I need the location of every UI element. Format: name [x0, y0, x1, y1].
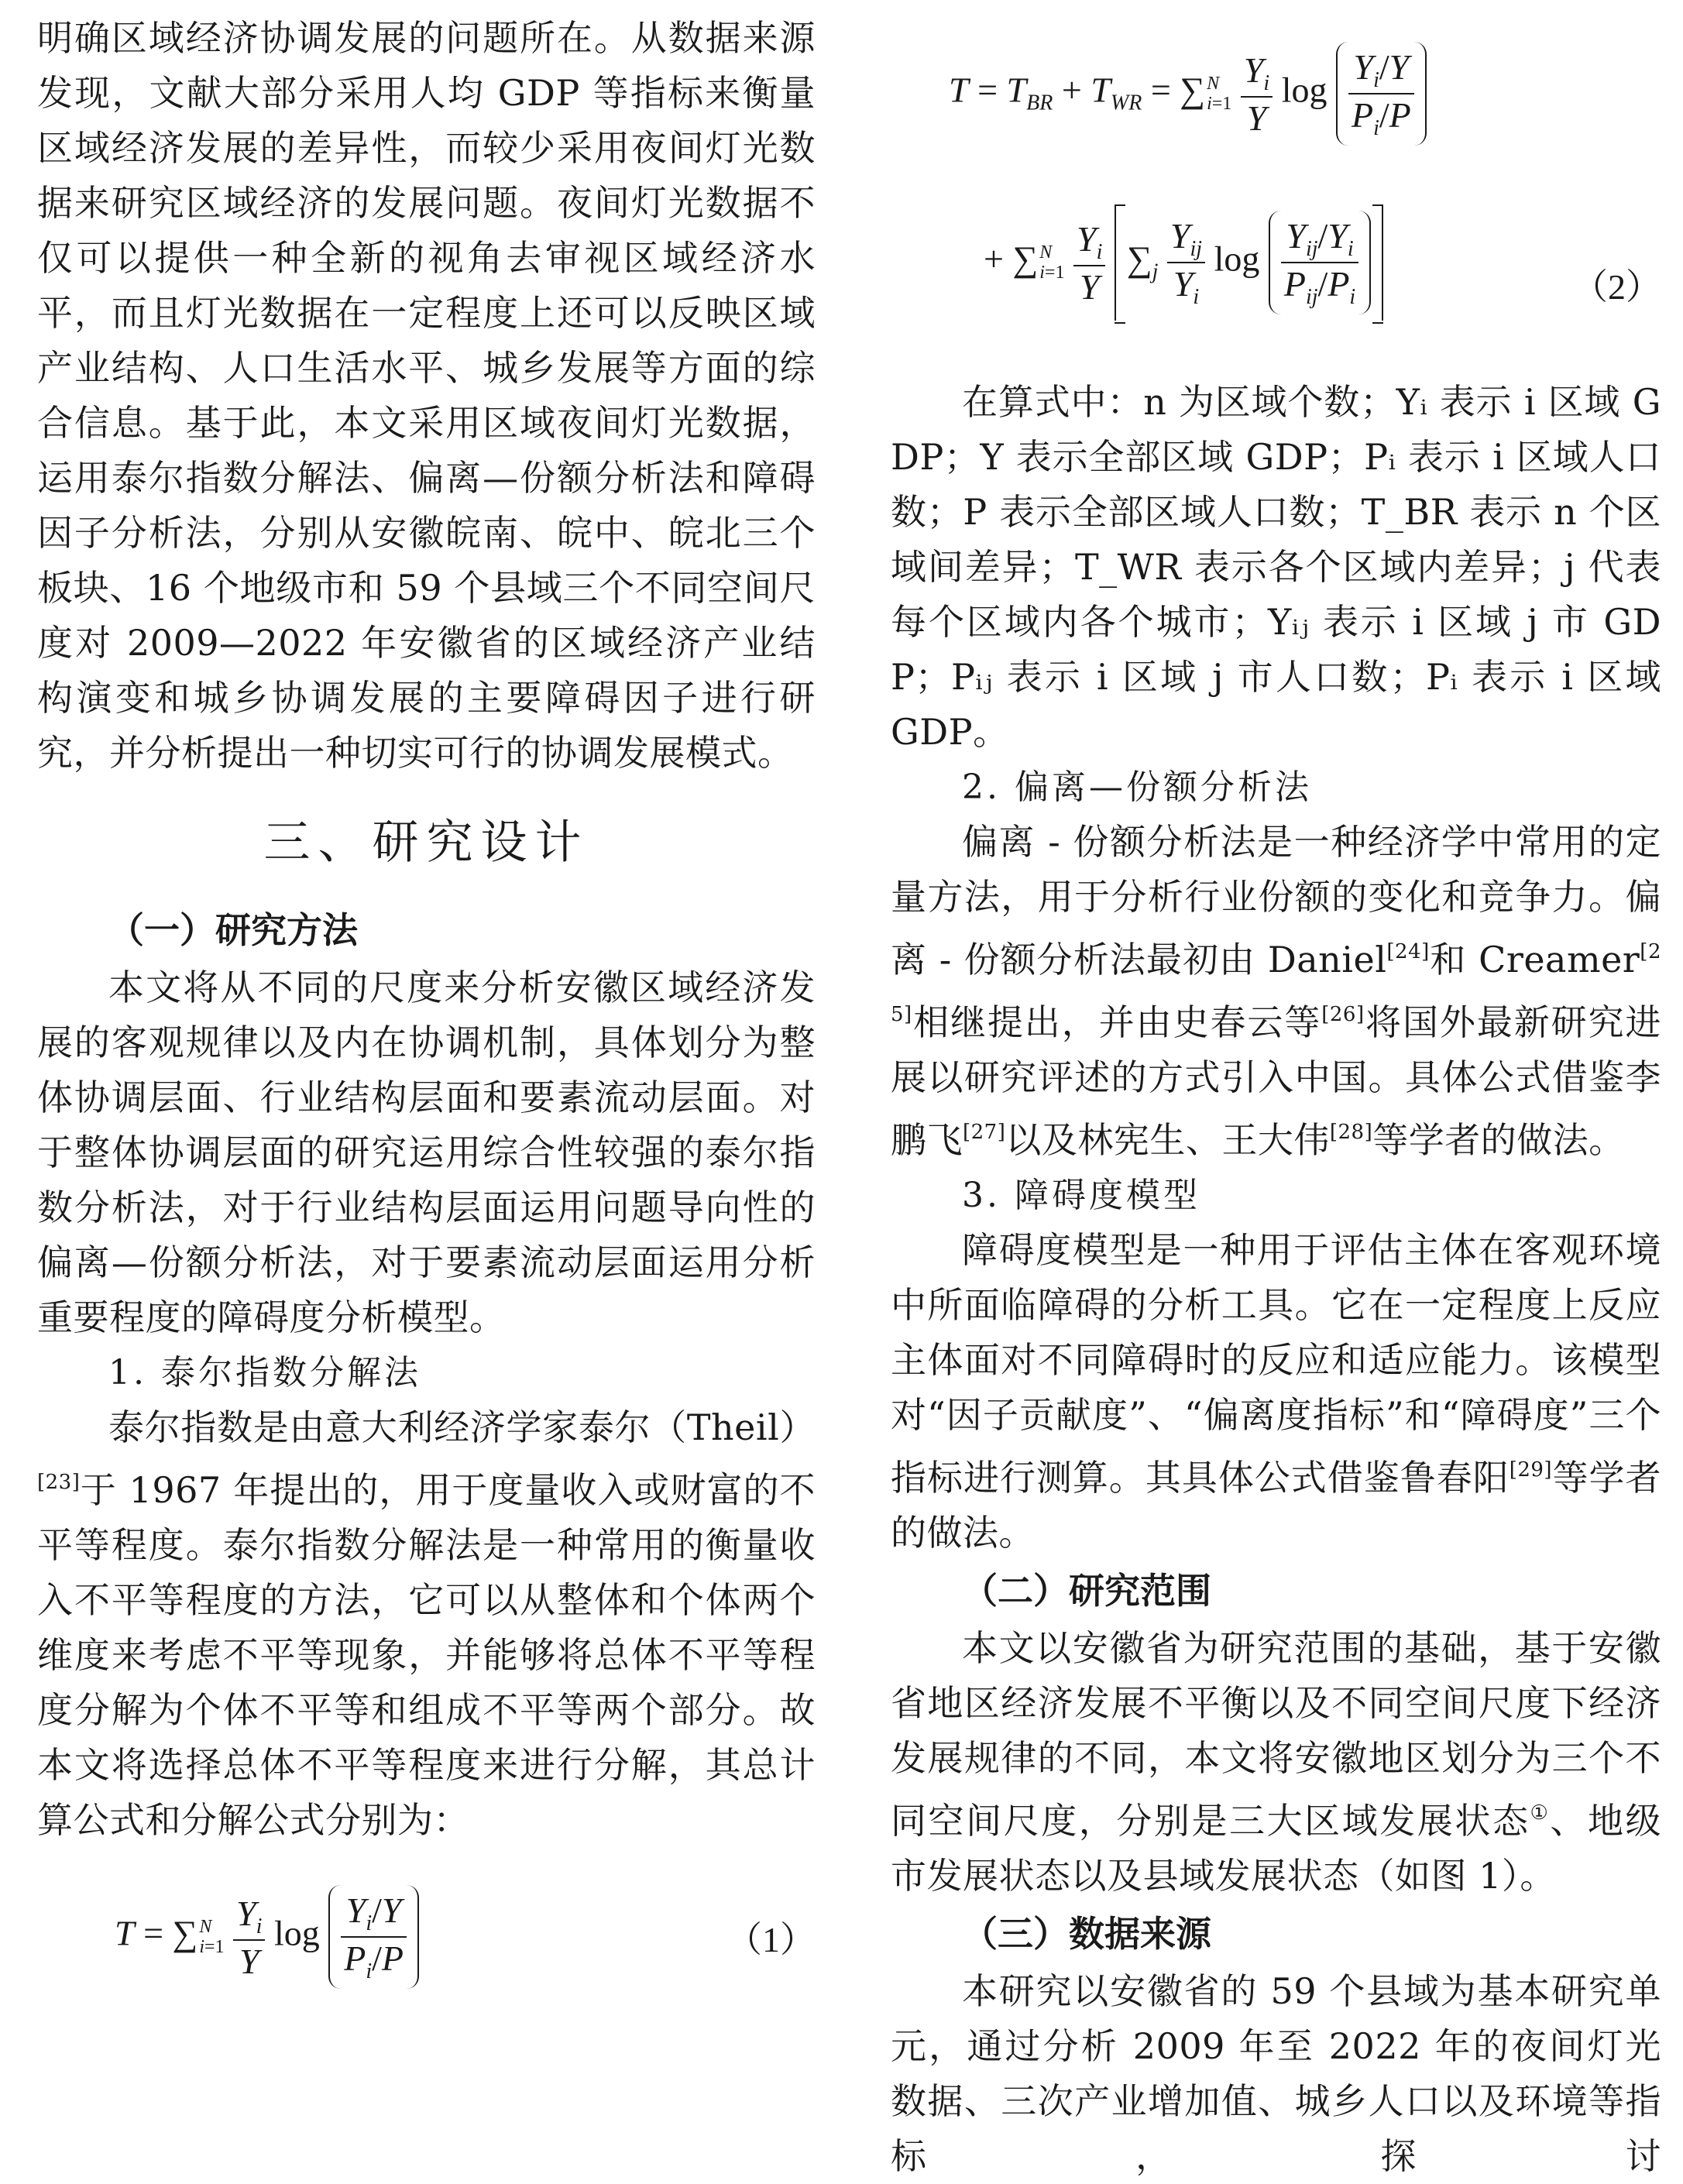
paragraph-shift-share	[891, 815, 1661, 1168]
method-title-shift-share: 2. 偏离—份额分析法	[962, 767, 1312, 807]
subsection-title-methods: （一）研究方法	[108, 909, 358, 951]
paragraph-data: 本研究以安徽省的 59 个县域为基本研究单元，通过分析 2009 年至 2022 年的夜间灯光数据、三次产业增加值、城乡人口以及环境等指标，探讨	[891, 1970, 1661, 2177]
formula-1-body: T = ∑N i=1 $\frac{Y_i}{Y}$ log $\frac{Y_i/Y}{P_i/P}$	[115, 1885, 419, 1989]
paragraph-methods: 本文将从不同的尺度来分析安徽区域经济发展的客观规律以及内在协调机制，具体划分为整体协调层面、行业结构层面和要素流动层面。对于整体协调层面的研究运用综合性较强的泰尔指数分析法，对于行业结构层面运用问题导向性的偏离—份额分析法，对于要素流动层面运用分析重要程度的障碍度分析模型。	[37, 967, 816, 1338]
paragraph-theil	[37, 1400, 816, 1848]
paragraph-theil-text-b: 于 1967 年提出的，用于度量收入或财富的不平等程度。泰尔指数分解法是一种常用的衡量收入不平等程度的方法，它可以从整体和个体两个维度来考虑不平等现象，并能够将总体不平等程度分解为个体不平等和组成不平等两个部分。故本文将选择总体不平等程度来进行分解，其总计算公式和分解公式分别为：	[37, 1469, 816, 1841]
equation-number-2: （2）	[1572, 267, 1661, 307]
left-column	[37, 11, 816, 2006]
paragraph-shift-share-text-e: 以及林宪生、王大伟	[1005, 1119, 1330, 1161]
paragraph-shift-share-text-c: 相继提出，并由史春云等	[912, 1001, 1322, 1043]
citation-ref: [26]	[1321, 1003, 1365, 1026]
equation-number-1: （1）	[726, 1920, 816, 1959]
citation-ref: [24]	[1386, 940, 1430, 963]
method-title-obstacle: 3. 障碍度模型	[962, 1176, 1200, 1215]
paragraph-scope-text-a: 本文以安徽省为研究范围的基础，基于安徽省地区经济发展不平衡以及不同空间尺度下经济发展规律的不同，本文将安徽地区划分为三个不同空间尺度，分别是三大区域发展状态	[891, 1627, 1661, 1842]
paragraph-obstacle	[891, 1223, 1661, 1561]
footnote-marker: ①	[1530, 1801, 1551, 1825]
citation-ref: [25]	[891, 940, 1661, 1026]
subsection-title-data: （三）数据来源	[962, 1913, 1211, 1955]
citation-ref: [27]	[963, 1121, 1006, 1144]
formula-2-line-1: $T = T_{BR} + T_{WR} = \sum N$ i=1 $\frac{Y_i}{Y}$ log $\frac{Y_i/Y}{P_i/P}$	[949, 42, 1427, 146]
subsection-title-scope: （二）研究范围	[962, 1570, 1211, 1612]
paragraph-obstacle-text-a: 障碍度模型是一种用于评估主体在客观环境中所面临障碍的分析工具。它在一定程度上反应主体面对不同障碍时的反应和适应能力。该模型对“因子贡献度”、“偏离度指标”和“障碍度”三个指标进行测算。其具体公式借鉴鲁春阳	[891, 1229, 1661, 1499]
formula-2	[891, 11, 1661, 375]
paragraph-scope-text-b: 、地级市发展状态以及县域发展状态（如图 1）。	[891, 1800, 1662, 1897]
paragraph-shift-share-text-b: 和 Creamer	[1429, 939, 1640, 980]
paragraph-shift-share-text-f: 等学者的做法。	[1372, 1119, 1625, 1161]
citation-ref: [28]	[1329, 1121, 1373, 1144]
formula-1	[37, 1874, 816, 2006]
paragraph-scope	[891, 1621, 1661, 1904]
method-title-theil: 1. 泰尔指数分解法	[108, 1353, 421, 1392]
citation-ref: [29]	[1509, 1458, 1553, 1482]
paragraph-shift-share-text-a: 偏离 - 份额分析法是一种经济学中常用的定量方法，用于分析行业份额的变化和竞争力。偏离 - 份额分析法最初由 Daniel	[891, 821, 1661, 980]
right-column	[891, 11, 1661, 2184]
paragraph-theil-text-a: 泰尔指数是由意大利经济学家泰尔（Theil）	[108, 1406, 816, 1448]
section-title: 三、研究设计	[263, 816, 589, 870]
paragraph-obstacle-text-b: 等学者的做法。	[891, 1457, 1662, 1554]
paragraph-formula-notes: 在算式中：n 为区域个数；Yᵢ 表示 i 区域 GDP；Y 表示全部区域 GDP；Pᵢ 表示 i 区域人口数；P 表示全部区域人口数；T_BR 表示 n 个区域间差异；T_WR 表示各个区域内差异；j 代表每个区域内各个城市；Yᵢⱼ 表示 i 区域 j 市 GDP；Pᵢⱼ 表示 i 区域 j 市人口数；Pᵢ 表示 i 区域 GDP。	[891, 381, 1661, 753]
formula-2-line-2: + ∑N i=1 $\frac{Y_i}{Y}$ $\sum_j$ $\frac{Y_{ij}}{Y_i}$ log $\frac{Y_{ij}/Y_i}{P_{ij}/P_i}$	[984, 204, 1383, 321]
paragraph-shift-share-text-d: 将国外最新研究进展以研究评述的方式引入中国。具体公式借鉴李鹏飞	[891, 1001, 1661, 1161]
citation-ref: [23]	[37, 1471, 81, 1494]
paragraph-intro: 明确区域经济协调发展的问题所在。从数据来源发现，文献大部分采用人均 GDP 等指标来衡量区域经济发展的差异性，而较少采用夜间灯光数据来研究区域经济的发展问题。夜间灯光数据不仅可以提供一种全新的视角去审视区域经济水平，而且灯光数据在一定程度上还可以反映区域产业结构、人口生活水平、城乡发展等方面的综合信息。基于此，本文采用区域夜间灯光数据，运用泰尔指数分解法、偏离—份额分析法和障碍因子分析法，分别从安徽皖南、皖中、皖北三个板块、16 个地级市和 59 个县域三个不同空间尺度对 2009—2022 年安徽省的区域经济产业结构演变和城乡协调发展的主要障碍因子进行研究，并分析提出一种切实可行的协调发展模式。	[37, 17, 816, 774]
